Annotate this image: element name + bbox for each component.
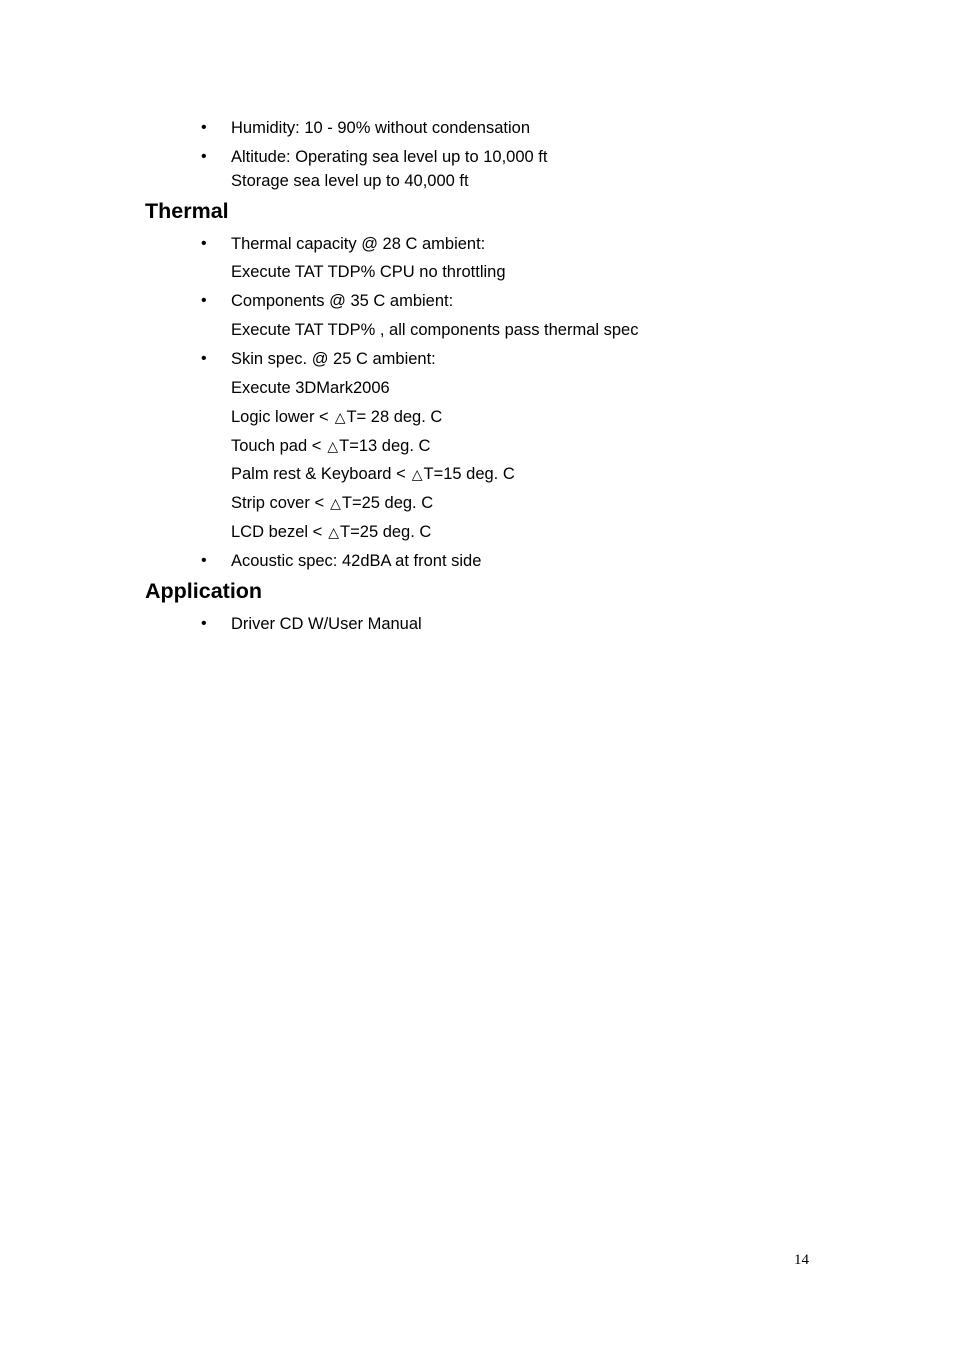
acoustic-text: Acoustic spec: 42dBA at front side xyxy=(231,552,482,570)
components-detail: Execute TAT TDP% , all components pass thermal spec xyxy=(231,321,639,339)
altitude-operating-text: Altitude: Operating sea level up to 10,000 ft xyxy=(231,148,548,166)
bullet-marker: • xyxy=(201,552,207,569)
skin-limit-row xyxy=(231,434,430,458)
skin-limit-value: T=25 deg. C xyxy=(340,523,432,541)
skin-limit-label: Touch pad < xyxy=(231,437,322,455)
skin-spec-text: Skin spec. @ 25 C ambient: xyxy=(231,350,436,368)
thermal-heading: Thermal xyxy=(145,199,229,223)
bullet-marker: • xyxy=(201,350,207,367)
bullet-marker: • xyxy=(201,292,207,309)
page-number: 14 xyxy=(794,1252,809,1268)
application-heading: Application xyxy=(145,579,263,603)
bullet-marker: • xyxy=(201,615,207,632)
skin-limit-row xyxy=(231,520,431,544)
skin-limit-label: LCD bezel < xyxy=(231,523,323,541)
skin-limit-label: Palm rest & Keyboard < xyxy=(231,465,406,483)
components-text: Components @ 35 C ambient: xyxy=(231,292,454,310)
thermal-capacity-text: Thermal capacity @ 28 C ambient: xyxy=(231,235,486,253)
delta-triangle-icon: △ xyxy=(334,409,346,425)
delta-triangle-icon: △ xyxy=(328,524,340,540)
delta-triangle-icon: △ xyxy=(411,466,423,482)
humidity-text: Humidity: 10 - 90% without condensation xyxy=(231,119,530,137)
skin-limit-label: Logic lower < xyxy=(231,408,329,426)
skin-limit-value: T= 28 deg. C xyxy=(346,408,443,426)
driver-cd-text: Driver CD W/User Manual xyxy=(231,615,422,633)
skin-spec-detail: Execute 3DMark2006 xyxy=(231,379,390,397)
bullet-marker: • xyxy=(201,119,207,136)
thermal-capacity-detail: Execute TAT TDP% CPU no throttling xyxy=(231,263,506,281)
skin-limit-row xyxy=(231,405,442,429)
delta-triangle-icon: △ xyxy=(327,438,339,454)
skin-limit-value: T=15 deg. C xyxy=(423,465,515,483)
skin-limit-value: T=13 deg. C xyxy=(339,437,431,455)
skin-limit-row xyxy=(231,491,433,515)
skin-limit-value: T=25 deg. C xyxy=(341,494,434,512)
delta-triangle-icon: △ xyxy=(330,495,341,511)
bullet-marker: • xyxy=(201,148,207,165)
skin-limit-label: Strip cover < xyxy=(231,494,325,512)
skin-limit-row xyxy=(231,462,515,486)
altitude-storage-text: Storage sea level up to 40,000 ft xyxy=(231,172,469,190)
bullet-marker: • xyxy=(201,235,207,252)
